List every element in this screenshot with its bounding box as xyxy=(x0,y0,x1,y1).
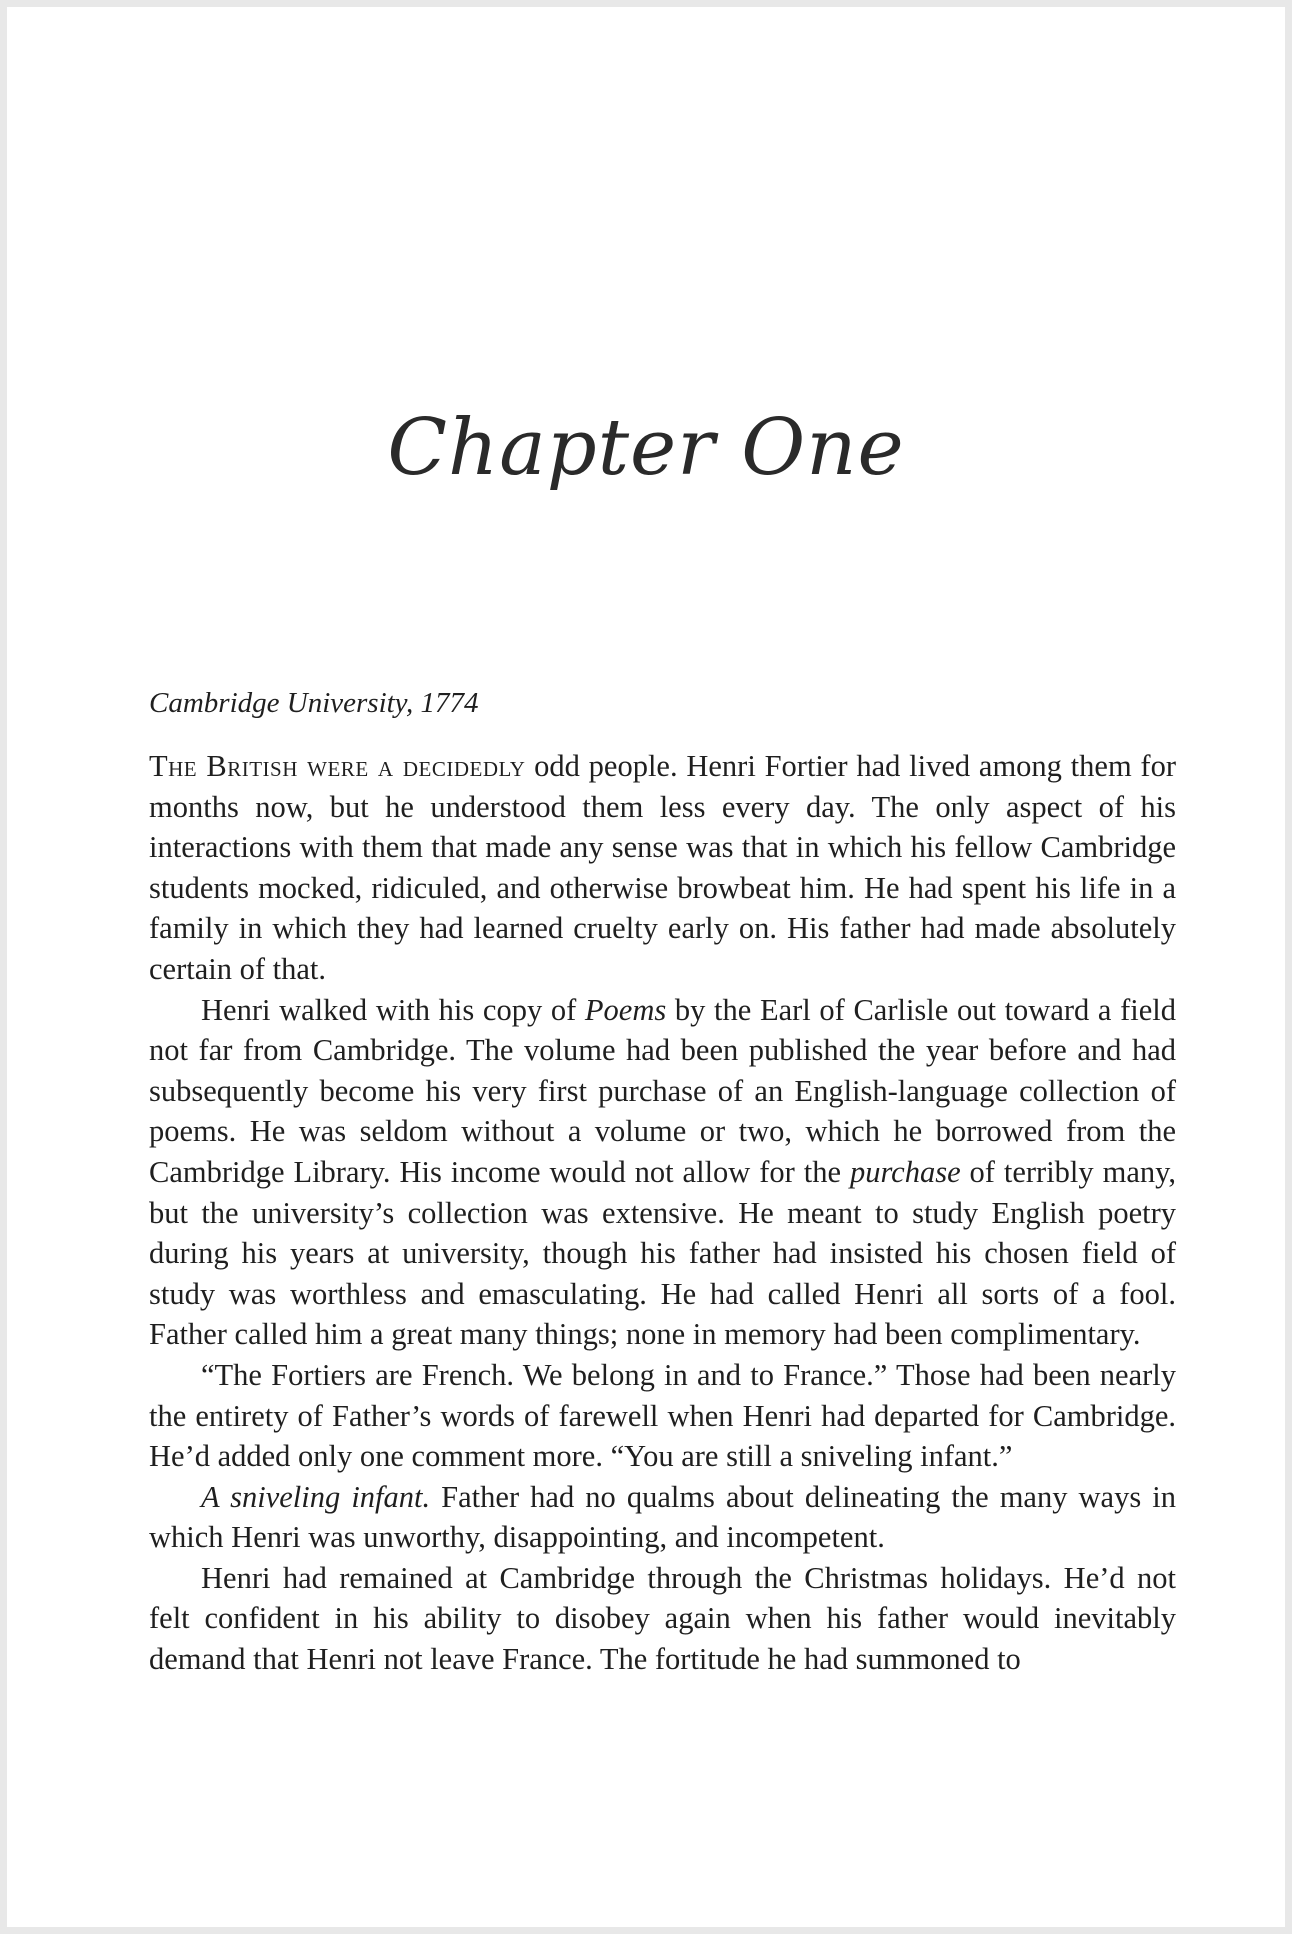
emphasis-sniveling-infant: A sniveling infant. xyxy=(201,1479,431,1514)
paragraph-lead-in: The British were a decidedly xyxy=(149,749,526,783)
book-title-poems: Poems xyxy=(584,992,667,1027)
chapter-dateline: Cambridge University, 1774 xyxy=(149,687,479,719)
paragraph-5: Henri had remained at Cambridge through the Christmas holidays. He’d not felt confident in his ability to disobey again when his father would inevitably demand that Henri not leave France. The fortitude he had summoned to xyxy=(149,1560,1176,1677)
paragraph-text: Father had no qualms about delineating the many ways in which Henri was unworthy, disappointing, and incompetent. xyxy=(149,1479,1176,1555)
book-page xyxy=(7,7,1285,1927)
chapter-title: Chapter One xyxy=(387,403,905,493)
emphasis-purchase: purchase xyxy=(849,1154,961,1189)
paragraph-text: by the Earl of Carlisle out toward a field not far from Cambridge. The volume had been published the year before and had subsequently become his very first purchase of an English-language collection of poems. He was seldom without a volume or two, which he borrowed from the Cambridge Library. His income would not allow for the xyxy=(149,992,1177,1189)
chapter-body xyxy=(149,746,1176,1680)
paragraph-2 xyxy=(149,990,1176,1355)
paragraph-text: odd people. Henri Fortier had lived among them for months now, but he understood them less every day. The only aspect of his interactions with them that made any sense was that in which his fellow Cambridge students mocked, ridiculed, and otherwise browbeat him. He had spent his life in a family in which they had learned cruelty early on. His father had made absolutely certain of that. xyxy=(149,749,1176,986)
paragraph-3: “The Fortiers are French. We belong in and to France.” Those had been nearly the entirety of Father’s words of farewell when Henri had departed for Cambridge. He’d added only one comment more. “You are still a sniveling infant.” xyxy=(149,1357,1176,1474)
paragraph-4 xyxy=(149,1477,1176,1558)
paragraph-text: Henri walked with his copy of xyxy=(201,992,585,1027)
paragraph-text: of terribly many, but the university’s collection was extensive. He meant to study English poetry during his years at university, though his father had insisted his chosen field of study was worthless and emasculating. He had called Henri all sorts of a fool. Father called him a great many things; none in memory had been complimentary. xyxy=(149,1154,1176,1352)
paragraph-1 xyxy=(149,746,1176,990)
